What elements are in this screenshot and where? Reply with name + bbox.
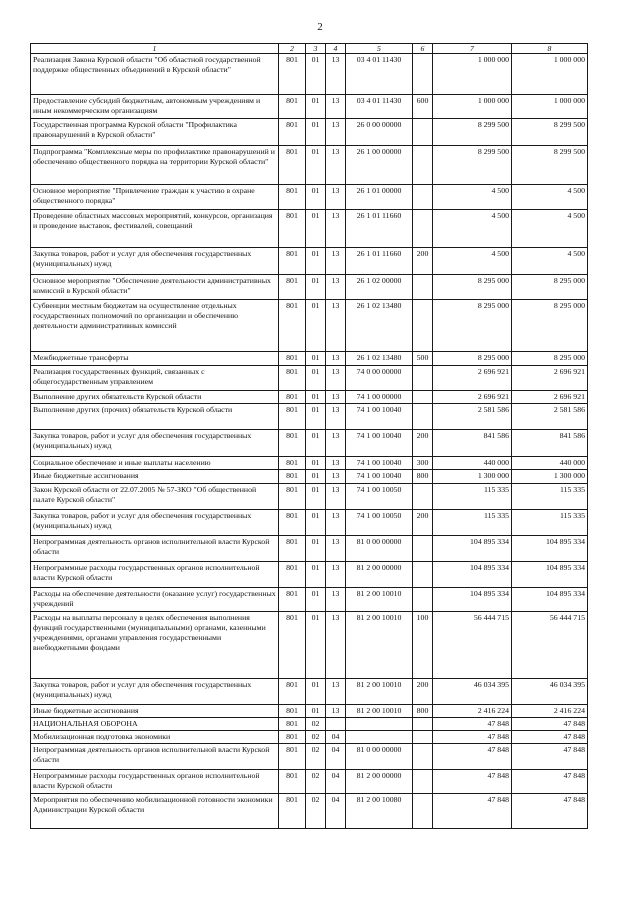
row-expense-type [413, 185, 433, 210]
row-subsection-code: 13 [326, 300, 346, 352]
row-name: НАЦИОНАЛЬНАЯ ОБОРОНА [31, 717, 279, 730]
row-ministry-code: 801 [279, 744, 306, 770]
row-target-code: 81 0 00 00000 [346, 744, 413, 770]
table-body [31, 54, 588, 829]
table-row [31, 119, 588, 146]
row-section-code: 01 [306, 587, 326, 611]
row-subsection-code: 13 [326, 210, 346, 248]
table-row [31, 275, 588, 300]
table-row [31, 300, 588, 352]
row-name: Расходы на обеспечение деятельности (оказание услуг) государственных учреждений [31, 587, 279, 611]
row-section-code: 01 [306, 470, 326, 483]
table-row [31, 678, 588, 704]
row-ministry-code: 801 [279, 300, 306, 352]
row-amount-2: 115 335 [512, 509, 588, 535]
row-subsection-code: 13 [326, 704, 346, 717]
row-amount-2: 2 416 224 [512, 704, 588, 717]
row-amount-2: 440 000 [512, 457, 588, 470]
row-amount-2: 56 444 715 [512, 611, 588, 678]
row-name: Основное мероприятие "Привлечение граждан к участию в охране общественного порядка" [31, 185, 279, 210]
row-name: Закупка товаров, работ и услуг для обеспечения государственных (муниципальных) нужд [31, 509, 279, 535]
row-subsection-code: 13 [326, 275, 346, 300]
row-amount-1: 1 000 000 [433, 54, 512, 95]
row-subsection-code: 04 [326, 744, 346, 770]
row-ministry-code: 801 [279, 794, 306, 829]
row-section-code: 01 [306, 391, 326, 404]
row-expense-type [413, 587, 433, 611]
table-row [31, 185, 588, 210]
row-target-code: 74 1 00 10040 [346, 470, 413, 483]
row-name: Реализация Закона Курской области "Об областной государственной поддержке общественных объединений в Курской области" [31, 54, 279, 95]
row-amount-1: 2 696 921 [433, 366, 512, 391]
row-expense-type [413, 300, 433, 352]
row-amount-1: 8 295 000 [433, 300, 512, 352]
row-expense-type: 800 [413, 470, 433, 483]
row-amount-1: 115 335 [433, 509, 512, 535]
table-row [31, 704, 588, 717]
row-expense-type: 600 [413, 95, 433, 119]
row-expense-type: 800 [413, 704, 433, 717]
row-amount-2: 8 299 500 [512, 119, 588, 146]
row-section-code: 01 [306, 248, 326, 275]
row-ministry-code: 801 [279, 704, 306, 717]
row-amount-2: 841 586 [512, 430, 588, 457]
row-expense-type [413, 794, 433, 829]
row-name: Непрограммная деятельность органов исполнительной власти Курской области [31, 535, 279, 561]
row-expense-type: 100 [413, 611, 433, 678]
row-subsection-code: 13 [326, 404, 346, 430]
row-amount-2: 8 299 500 [512, 146, 588, 185]
row-expense-type: 200 [413, 678, 433, 704]
row-ministry-code: 801 [279, 561, 306, 587]
row-ministry-code: 801 [279, 611, 306, 678]
row-name: Реализация государственных функций, связанных с общегосударственным управлением [31, 366, 279, 391]
row-name: Проведение областных массовых мероприятий, конкурсов, организация и проведение выставок, фестивалей, совещаний [31, 210, 279, 248]
table-row [31, 587, 588, 611]
row-expense-type [413, 744, 433, 770]
row-section-code: 02 [306, 794, 326, 829]
row-target-code [346, 717, 413, 730]
row-name: Иные бюджетные ассигнования [31, 470, 279, 483]
row-subsection-code: 13 [326, 95, 346, 119]
row-subsection-code: 13 [326, 119, 346, 146]
row-target-code: 26 1 01 11660 [346, 248, 413, 275]
row-target-code: 26 0 00 00000 [346, 119, 413, 146]
row-section-code: 01 [306, 704, 326, 717]
table-row [31, 483, 588, 509]
row-name: Закупка товаров, работ и услуг для обеспечения государственных (муниципальных) нужд [31, 248, 279, 275]
row-amount-1: 47 848 [433, 717, 512, 730]
row-section-code: 02 [306, 717, 326, 730]
row-section-code: 01 [306, 561, 326, 587]
row-target-code: 74 1 00 10040 [346, 430, 413, 457]
row-ministry-code: 801 [279, 457, 306, 470]
row-subsection-code: 13 [326, 430, 346, 457]
row-amount-2: 4 500 [512, 210, 588, 248]
row-name: Непрограммные расходы государственных органов исполнительной власти Курской области [31, 770, 279, 794]
row-target-code: 81 2 00 10010 [346, 611, 413, 678]
col-header-4: 4 [326, 44, 346, 54]
row-subsection-code: 13 [326, 483, 346, 509]
row-target-code: 26 1 02 13480 [346, 300, 413, 352]
row-amount-1: 8 299 500 [433, 146, 512, 185]
row-expense-type [413, 770, 433, 794]
row-ministry-code: 801 [279, 717, 306, 730]
row-subsection-code: 13 [326, 535, 346, 561]
row-target-code: 81 2 00 00000 [346, 770, 413, 794]
row-expense-type [413, 275, 433, 300]
row-target-code: 03 4 01 11430 [346, 54, 413, 95]
row-amount-2: 115 335 [512, 483, 588, 509]
row-name: Мобилизационная подготовка экономики [31, 731, 279, 744]
table-row [31, 366, 588, 391]
row-section-code: 02 [306, 731, 326, 744]
row-subsection-code: 04 [326, 794, 346, 829]
table-row [31, 146, 588, 185]
table-row [31, 717, 588, 730]
row-ministry-code: 801 [279, 483, 306, 509]
row-section-code: 01 [306, 300, 326, 352]
row-target-code: 74 1 00 10040 [346, 404, 413, 430]
row-amount-2: 1 300 000 [512, 470, 588, 483]
row-ministry-code: 801 [279, 275, 306, 300]
row-amount-1: 841 586 [433, 430, 512, 457]
row-name: Иные бюджетные ассигнования [31, 704, 279, 717]
row-amount-1: 46 034 395 [433, 678, 512, 704]
row-ministry-code: 801 [279, 146, 306, 185]
row-ministry-code: 801 [279, 185, 306, 210]
row-amount-2: 8 295 000 [512, 352, 588, 366]
row-amount-1: 2 581 586 [433, 404, 512, 430]
row-name: Выполнение других (прочих) обязательств Курской области [31, 404, 279, 430]
row-section-code: 01 [306, 611, 326, 678]
row-subsection-code: 13 [326, 457, 346, 470]
table-row [31, 95, 588, 119]
row-name: Непрограммная деятельность органов исполнительной власти Курской области [31, 744, 279, 770]
row-expense-type [413, 561, 433, 587]
row-ministry-code: 801 [279, 678, 306, 704]
row-target-code: 26 1 02 00000 [346, 275, 413, 300]
row-ministry-code: 801 [279, 210, 306, 248]
row-section-code: 01 [306, 275, 326, 300]
row-name: Непрограммные расходы государственных органов исполнительной власти Курской области [31, 561, 279, 587]
table-row [31, 794, 588, 829]
table-row [31, 457, 588, 470]
row-name: Расходы на выплаты персоналу в целях обеспечения выполнения функций государственными (муниципальными) органами, казенными учреждениями, органами управления государственными внебюджетными фондами [31, 611, 279, 678]
row-section-code: 01 [306, 210, 326, 248]
row-target-code: 74 1 00 10040 [346, 457, 413, 470]
table-header [31, 44, 588, 54]
row-amount-2: 104 895 334 [512, 587, 588, 611]
row-section-code: 01 [306, 95, 326, 119]
row-target-code: 81 0 00 00000 [346, 535, 413, 561]
row-subsection-code: 13 [326, 366, 346, 391]
row-target-code: 81 2 00 00000 [346, 561, 413, 587]
row-subsection-code: 13 [326, 391, 346, 404]
table-row [31, 731, 588, 744]
row-amount-1: 104 895 334 [433, 587, 512, 611]
row-amount-1: 1 000 000 [433, 95, 512, 119]
col-header-1: 1 [31, 44, 279, 54]
row-target-code: 81 2 00 10010 [346, 587, 413, 611]
row-amount-1: 47 848 [433, 770, 512, 794]
row-amount-1: 8 299 500 [433, 119, 512, 146]
row-ministry-code: 801 [279, 470, 306, 483]
row-ministry-code: 801 [279, 731, 306, 744]
row-section-code: 02 [306, 770, 326, 794]
row-name: Социальное обеспечение и иные выплаты населению [31, 457, 279, 470]
row-ministry-code: 801 [279, 535, 306, 561]
row-name: Субвенции местным бюджетам на осуществление отдельных государственных полномочий по организации и обеспечению деятельности административных комиссий [31, 300, 279, 352]
row-amount-1: 104 895 334 [433, 561, 512, 587]
row-amount-2: 47 848 [512, 770, 588, 794]
row-expense-type [413, 54, 433, 95]
row-expense-type: 200 [413, 430, 433, 457]
row-name: Основное мероприятие "Обеспечение деятельности административных комиссий в Курской области" [31, 275, 279, 300]
table-row [31, 430, 588, 457]
row-name: Межбюджетные трансферты [31, 352, 279, 366]
row-ministry-code: 801 [279, 430, 306, 457]
col-header-3: 3 [306, 44, 326, 54]
row-ministry-code: 801 [279, 587, 306, 611]
row-expense-type [413, 483, 433, 509]
row-name: Предоставление субсидий бюджетным, автономным учреждениям и иным некоммерческим организациям [31, 95, 279, 119]
table-row [31, 352, 588, 366]
row-subsection-code: 13 [326, 611, 346, 678]
row-amount-1: 56 444 715 [433, 611, 512, 678]
row-expense-type [413, 210, 433, 248]
col-header-5: 5 [346, 44, 413, 54]
row-target-code [346, 731, 413, 744]
row-name: Закупка товаров, работ и услуг для обеспечения государственных (муниципальных) нужд [31, 678, 279, 704]
row-target-code: 26 1 00 00000 [346, 146, 413, 185]
row-subsection-code: 13 [326, 587, 346, 611]
row-expense-type [413, 535, 433, 561]
row-amount-1: 47 848 [433, 744, 512, 770]
row-ministry-code: 801 [279, 54, 306, 95]
row-section-code: 01 [306, 509, 326, 535]
row-expense-type [413, 146, 433, 185]
row-amount-1: 440 000 [433, 457, 512, 470]
row-subsection-code: 13 [326, 352, 346, 366]
row-amount-2: 47 848 [512, 744, 588, 770]
row-subsection-code: 13 [326, 185, 346, 210]
row-subsection-code: 13 [326, 678, 346, 704]
row-section-code: 02 [306, 744, 326, 770]
row-expense-type [413, 391, 433, 404]
row-subsection-code: 13 [326, 470, 346, 483]
row-amount-1: 47 848 [433, 731, 512, 744]
row-name: Государственная программа Курской области "Профилактика правонарушений в Курской области" [31, 119, 279, 146]
row-section-code: 01 [306, 457, 326, 470]
row-subsection-code: 04 [326, 731, 346, 744]
row-section-code: 01 [306, 146, 326, 185]
row-expense-type [413, 119, 433, 146]
row-ministry-code: 801 [279, 352, 306, 366]
row-ministry-code: 801 [279, 770, 306, 794]
row-section-code: 01 [306, 54, 326, 95]
table-row [31, 210, 588, 248]
row-section-code: 01 [306, 678, 326, 704]
col-header-8: 8 [512, 44, 588, 54]
row-expense-type [413, 404, 433, 430]
row-amount-2: 46 034 395 [512, 678, 588, 704]
row-subsection-code [326, 717, 346, 730]
row-amount-1: 2 696 921 [433, 391, 512, 404]
row-amount-2: 2 696 921 [512, 391, 588, 404]
row-subsection-code: 13 [326, 561, 346, 587]
row-ministry-code: 801 [279, 366, 306, 391]
row-target-code: 74 1 00 10050 [346, 483, 413, 509]
row-amount-2: 2 696 921 [512, 366, 588, 391]
row-section-code: 01 [306, 366, 326, 391]
row-amount-1: 104 895 334 [433, 535, 512, 561]
row-name: Подпрограмма "Комплексные меры по профилактике правонарушений и обеспечению общественного порядка на территории Курской области" [31, 146, 279, 185]
row-amount-1: 8 295 000 [433, 352, 512, 366]
row-amount-2: 8 295 000 [512, 300, 588, 352]
row-expense-type [413, 366, 433, 391]
col-header-6: 6 [413, 44, 433, 54]
row-subsection-code: 04 [326, 770, 346, 794]
row-expense-type: 200 [413, 509, 433, 535]
col-header-2: 2 [279, 44, 306, 54]
row-ministry-code: 801 [279, 391, 306, 404]
table-row [31, 391, 588, 404]
row-target-code: 74 1 00 00000 [346, 391, 413, 404]
row-ministry-code: 801 [279, 95, 306, 119]
row-ministry-code: 801 [279, 509, 306, 535]
row-amount-2: 4 500 [512, 185, 588, 210]
row-expense-type [413, 731, 433, 744]
row-expense-type: 500 [413, 352, 433, 366]
table-row [31, 770, 588, 794]
row-amount-1: 8 295 000 [433, 275, 512, 300]
table-row [31, 611, 588, 678]
row-amount-1: 47 848 [433, 794, 512, 829]
row-ministry-code: 801 [279, 119, 306, 146]
row-amount-1: 4 500 [433, 185, 512, 210]
table-row [31, 248, 588, 275]
row-section-code: 01 [306, 404, 326, 430]
row-ministry-code: 801 [279, 248, 306, 275]
row-subsection-code: 13 [326, 54, 346, 95]
row-subsection-code: 13 [326, 248, 346, 275]
row-amount-1: 115 335 [433, 483, 512, 509]
row-amount-2: 2 581 586 [512, 404, 588, 430]
row-target-code: 03 4 01 11430 [346, 95, 413, 119]
row-name: Закупка товаров, работ и услуг для обеспечения государственных (муниципальных) нужд [31, 430, 279, 457]
row-section-code: 01 [306, 483, 326, 509]
row-ministry-code: 801 [279, 404, 306, 430]
row-amount-2: 104 895 334 [512, 535, 588, 561]
row-amount-1: 1 300 000 [433, 470, 512, 483]
row-target-code: 26 1 02 13480 [346, 352, 413, 366]
row-section-code: 01 [306, 119, 326, 146]
row-subsection-code: 13 [326, 146, 346, 185]
row-target-code: 81 2 00 10010 [346, 678, 413, 704]
table-row [31, 509, 588, 535]
table-row [31, 744, 588, 770]
row-subsection-code: 13 [326, 509, 346, 535]
row-name: Закон Курской области от 22.07.2005 № 57-ЗКО "Об общественной палате Курской области" [31, 483, 279, 509]
row-amount-2: 104 895 334 [512, 561, 588, 587]
row-target-code: 74 0 00 00000 [346, 366, 413, 391]
table-row [31, 404, 588, 430]
row-amount-2: 1 000 000 [512, 95, 588, 119]
row-amount-2: 4 500 [512, 248, 588, 275]
table-row [31, 54, 588, 95]
row-target-code: 26 1 01 11660 [346, 210, 413, 248]
row-target-code: 81 2 00 10080 [346, 794, 413, 829]
row-amount-2: 1 000 000 [512, 54, 588, 95]
row-target-code: 26 1 01 00000 [346, 185, 413, 210]
row-amount-2: 47 848 [512, 794, 588, 829]
row-amount-1: 4 500 [433, 248, 512, 275]
row-section-code: 01 [306, 430, 326, 457]
row-target-code: 81 2 00 10010 [346, 704, 413, 717]
table-row [31, 470, 588, 483]
row-name: Мероприятия по обеспечению мобилизационной готовности экономики Администрации Курской области [31, 794, 279, 829]
row-amount-2: 8 295 000 [512, 275, 588, 300]
row-amount-1: 4 500 [433, 210, 512, 248]
row-name: Выполнение других обязательств Курской области [31, 391, 279, 404]
budget-table [30, 43, 588, 829]
row-amount-1: 2 416 224 [433, 704, 512, 717]
col-header-7: 7 [433, 44, 512, 54]
table-row [31, 535, 588, 561]
row-target-code: 74 1 00 10050 [346, 509, 413, 535]
row-expense-type [413, 717, 433, 730]
row-expense-type: 300 [413, 457, 433, 470]
table-row [31, 561, 588, 587]
row-section-code: 01 [306, 185, 326, 210]
header-row [31, 44, 588, 54]
page-number: 2 [317, 21, 323, 33]
row-amount-2: 47 848 [512, 731, 588, 744]
row-section-code: 01 [306, 352, 326, 366]
row-expense-type: 200 [413, 248, 433, 275]
row-amount-2: 47 848 [512, 717, 588, 730]
row-section-code: 01 [306, 535, 326, 561]
